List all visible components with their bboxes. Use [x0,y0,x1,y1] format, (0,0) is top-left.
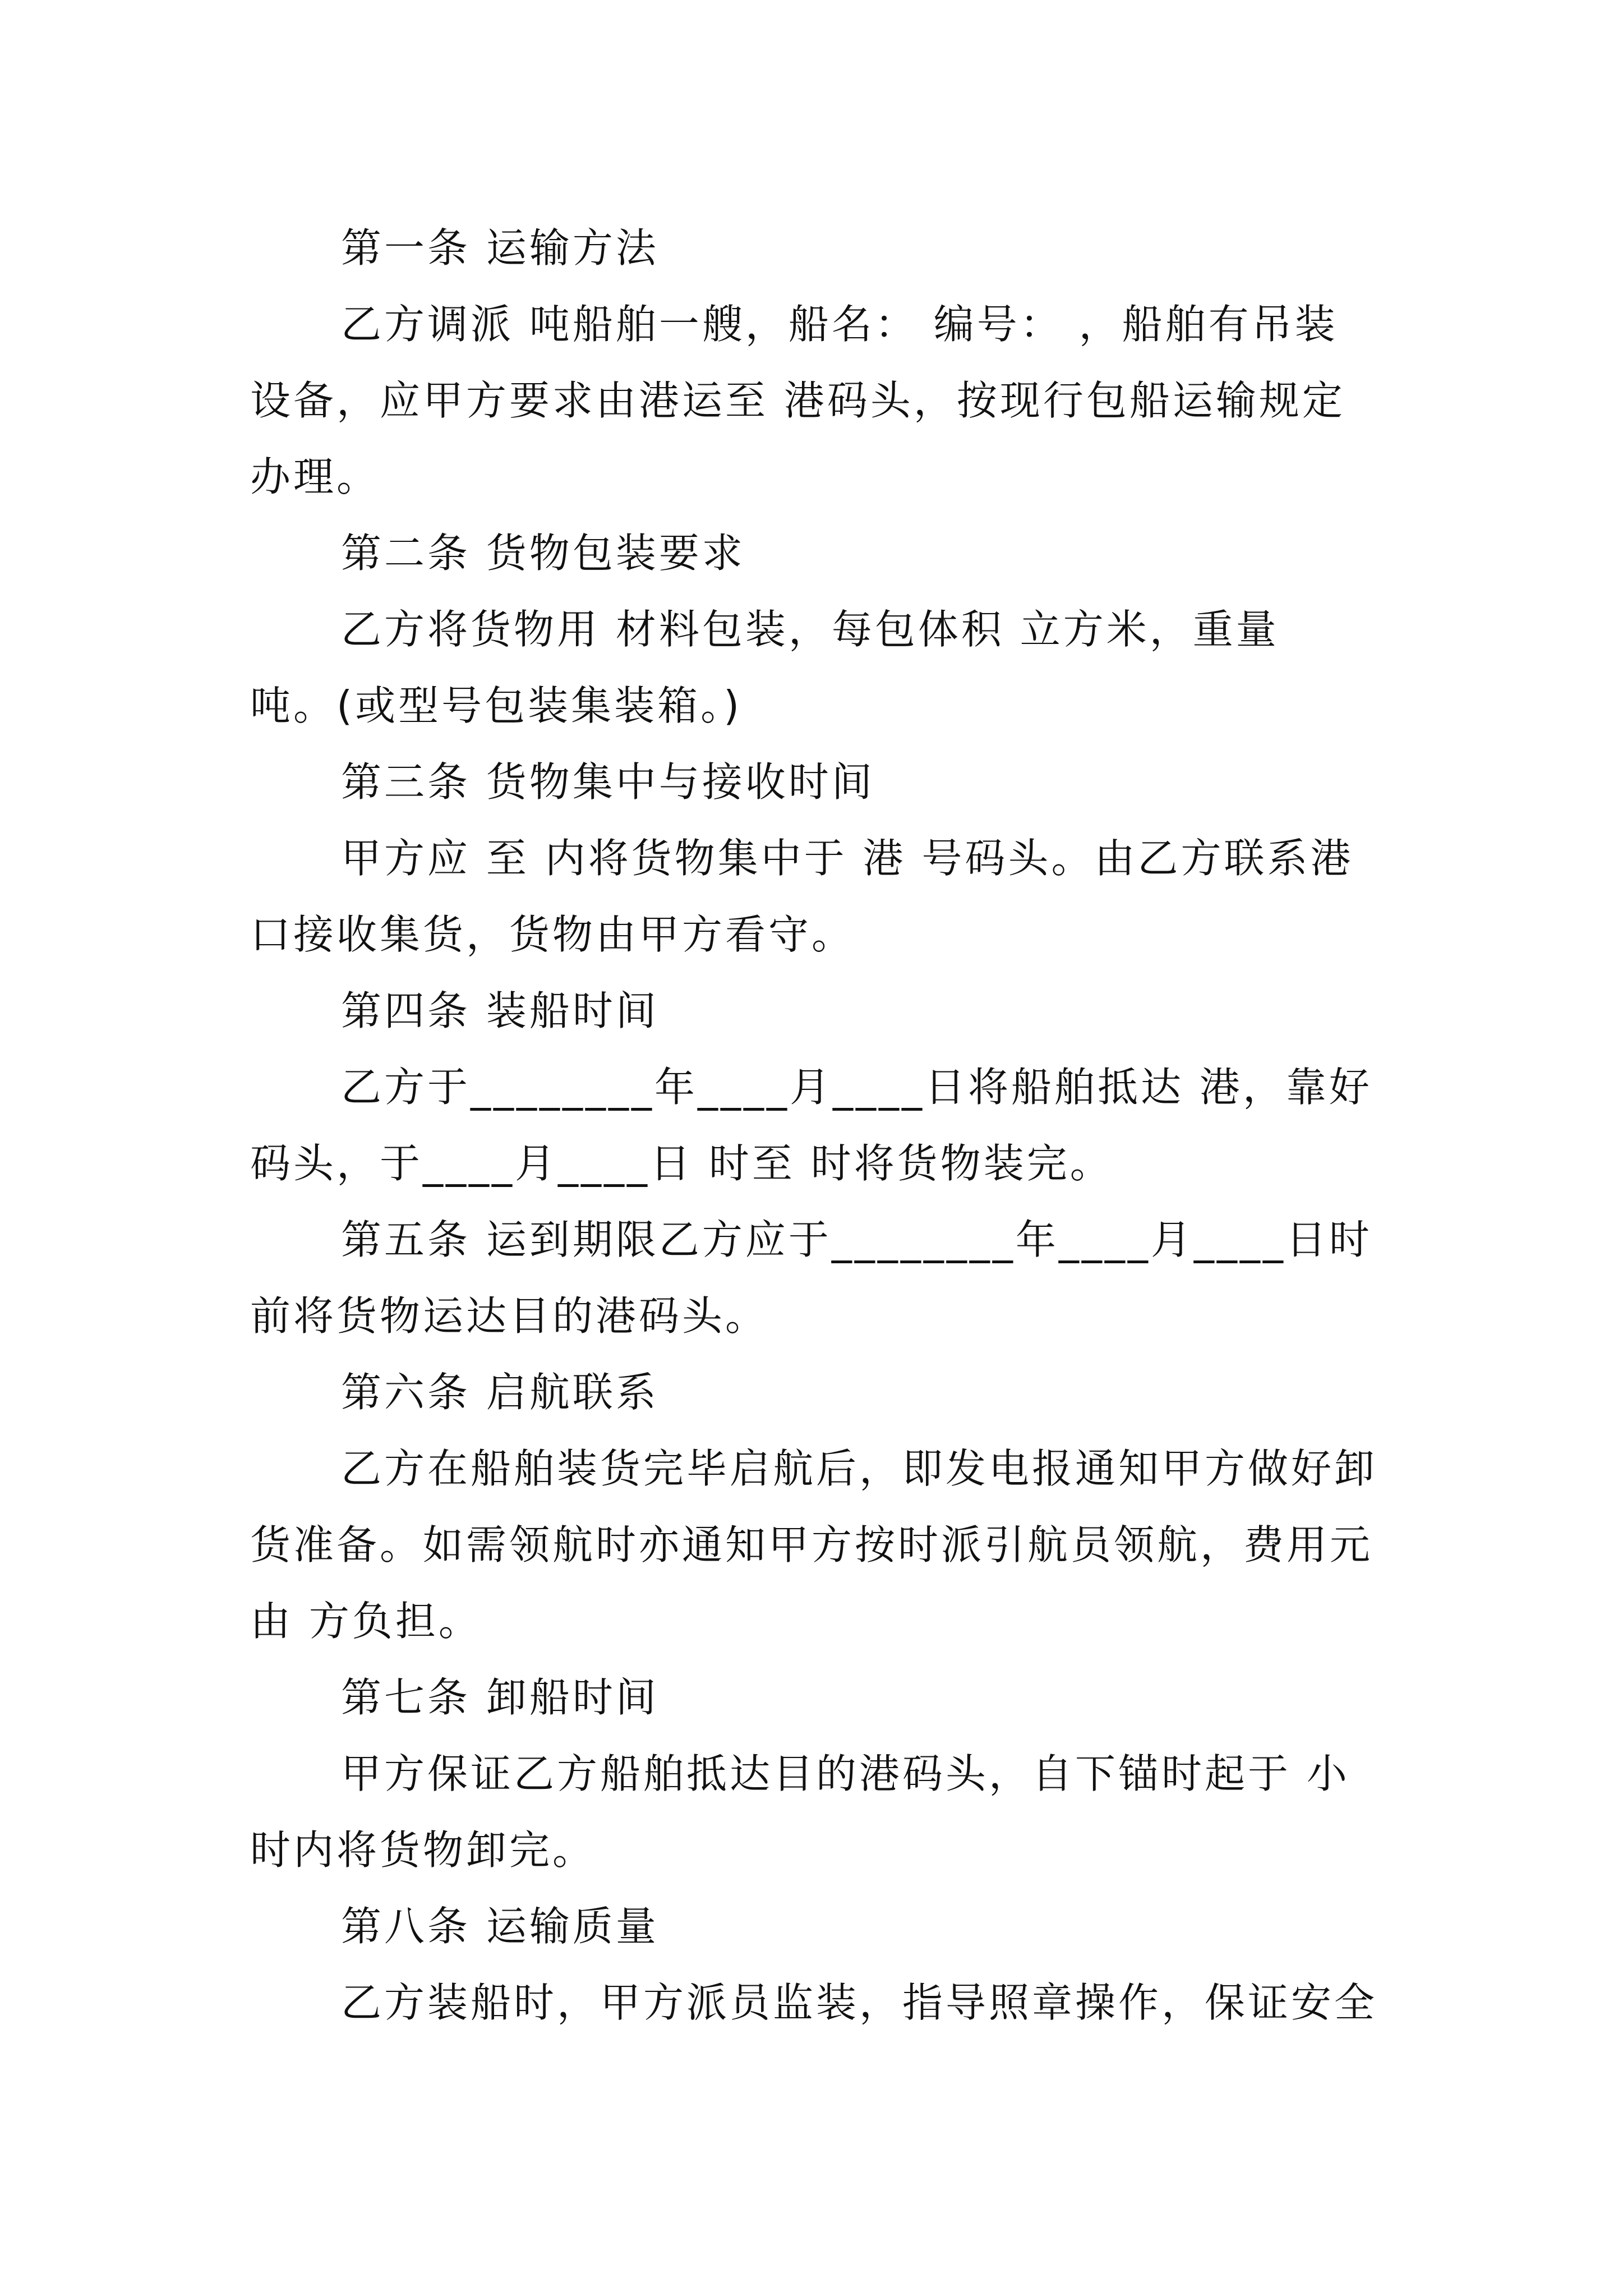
article-2-heading: 第二条 货物包装要求 [341,530,745,577]
article-4-heading: 第四条 装船时间 [341,987,659,1034]
article-2-body: 乙方将货物用 材料包装，每包体积 立方米，重量 吨。(或型号包装集装箱。) [250,606,1279,729]
article-3-body: 甲方应 至 内将货物集中于 港 号码头。由乙方联系港口接收集货，货物由甲方看守。 [250,835,1354,958]
document-body [250,210,1377,2041]
article-8-body: 乙方装船时，甲方派员监装，指导照章操作，保证安全 [341,1979,1378,2026]
article-4-body: 乙方于________年____月____日将船舶抵达 港，靠好码头，于____月____日 时至 时将货物装完。 [250,1064,1372,1187]
article-7-body: 甲方保证乙方船舶抵达目的港码头，自下锚时起于 小时内将货物卸完。 [250,1750,1350,1874]
article-5-body: 第五条 运到期限乙方应于________年____月____日时前将货物运达目的港码头。 [250,1216,1372,1340]
article-3-heading: 第三条 货物集中与接收时间 [341,758,875,806]
article-6-body: 乙方在船舶装货完毕启航后，即发电报通知甲方做好卸货准备。如需领航时亦通知甲方按时派引航员领航，费用元由 方负担。 [250,1445,1378,1645]
article-1-body: 乙方调派 吨船舶一艘，船名： 编号： ，船舶有吊装设备，应甲方要求由港运至 港码头，按现行包船运输规定办理。 [250,301,1345,500]
article-8-heading: 第八条 运输质量 [341,1903,659,1950]
article-1-heading: 第一条 运输方法 [341,224,659,272]
article-6-heading: 第六条 启航联系 [341,1369,659,1416]
article-7-heading: 第七条 卸船时间 [341,1674,659,1721]
